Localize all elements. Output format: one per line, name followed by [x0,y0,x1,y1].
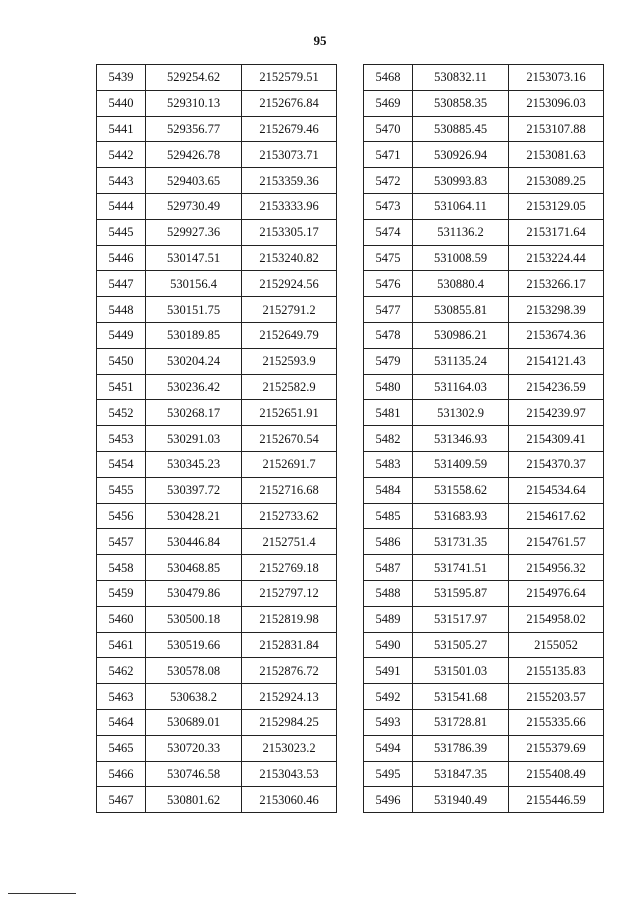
y-coordinate-cell: 2153043.53 [242,761,337,787]
table-row [364,142,604,168]
table-row [364,348,604,374]
point-number-cell: 5472 [364,168,413,194]
x-coordinate-cell: 531346.93 [413,426,509,452]
x-coordinate-cell: 530519.66 [146,632,242,658]
x-coordinate-cell: 531728.81 [413,709,509,735]
table-row [364,477,604,503]
point-number-cell: 5465 [97,735,146,761]
y-coordinate-cell: 2153171.64 [509,219,604,245]
x-coordinate-cell: 530638.2 [146,684,242,710]
point-number-cell: 5443 [97,168,146,194]
x-coordinate-cell: 530832.11 [413,65,509,91]
table-row [97,168,337,194]
table-row [97,245,337,271]
table-row [97,271,337,297]
y-coordinate-cell: 2153107.88 [509,116,604,142]
table-row [364,322,604,348]
x-coordinate-cell: 531940.49 [413,787,509,813]
y-coordinate-cell: 2153089.25 [509,168,604,194]
x-coordinate-cell: 529254.62 [146,65,242,91]
table-row [97,426,337,452]
point-number-cell: 5494 [364,735,413,761]
y-coordinate-cell: 2152751.4 [242,529,337,555]
y-coordinate-cell: 2152924.13 [242,684,337,710]
x-coordinate-cell: 530858.35 [413,90,509,116]
point-number-cell: 5488 [364,580,413,606]
table-row [364,245,604,271]
y-coordinate-cell: 2153224.44 [509,245,604,271]
y-coordinate-cell: 2154236.59 [509,374,604,400]
table-row [97,735,337,761]
table-row [97,787,337,813]
y-coordinate-cell: 2154534.64 [509,477,604,503]
y-coordinate-cell: 2153060.46 [242,787,337,813]
x-coordinate-cell: 531786.39 [413,735,509,761]
point-number-cell: 5485 [364,503,413,529]
x-coordinate-cell: 530291.03 [146,426,242,452]
y-coordinate-cell: 2152819.98 [242,606,337,632]
x-coordinate-cell: 530156.4 [146,271,242,297]
x-coordinate-cell: 530345.23 [146,451,242,477]
x-coordinate-cell: 530885.45 [413,116,509,142]
point-number-cell: 5470 [364,116,413,142]
x-coordinate-cell: 530986.21 [413,322,509,348]
table-row [97,90,337,116]
point-number-cell: 5450 [97,348,146,374]
y-coordinate-cell: 2152651.91 [242,400,337,426]
y-coordinate-cell: 2154121.43 [509,348,604,374]
x-coordinate-cell: 530689.01 [146,709,242,735]
table-row [364,632,604,658]
table-row [97,374,337,400]
point-number-cell: 5454 [97,451,146,477]
y-coordinate-cell: 2155379.69 [509,735,604,761]
y-coordinate-cell: 2152716.68 [242,477,337,503]
table-row [364,297,604,323]
point-number-cell: 5474 [364,219,413,245]
point-number-cell: 5484 [364,477,413,503]
point-number-cell: 5448 [97,297,146,323]
x-coordinate-cell: 530720.33 [146,735,242,761]
table-row [97,348,337,374]
table-row [364,580,604,606]
y-coordinate-cell: 2153096.03 [509,90,604,116]
x-coordinate-cell: 531683.93 [413,503,509,529]
point-number-cell: 5491 [364,658,413,684]
x-coordinate-cell: 531558.62 [413,477,509,503]
point-number-cell: 5468 [364,65,413,91]
x-coordinate-cell: 529403.65 [146,168,242,194]
y-coordinate-cell: 2152876.72 [242,658,337,684]
x-coordinate-cell: 530147.51 [146,245,242,271]
x-coordinate-cell: 530855.81 [413,297,509,323]
x-coordinate-cell: 530151.75 [146,297,242,323]
table-row [97,400,337,426]
x-coordinate-cell: 530926.94 [413,142,509,168]
point-number-cell: 5460 [97,606,146,632]
table-row [364,451,604,477]
x-coordinate-cell: 531595.87 [413,580,509,606]
point-number-cell: 5446 [97,245,146,271]
point-number-cell: 5466 [97,761,146,787]
y-coordinate-cell: 2153240.82 [242,245,337,271]
y-coordinate-cell: 2153674.36 [509,322,604,348]
y-coordinate-cell: 2152582.9 [242,374,337,400]
x-coordinate-cell: 530397.72 [146,477,242,503]
x-coordinate-cell: 530746.58 [146,761,242,787]
point-number-cell: 5492 [364,684,413,710]
table-row [364,709,604,735]
point-number-cell: 5481 [364,400,413,426]
point-number-cell: 5464 [97,709,146,735]
table-row [364,606,604,632]
x-coordinate-cell: 531541.68 [413,684,509,710]
table-row [97,477,337,503]
y-coordinate-cell: 2155052 [509,632,604,658]
table-row [97,116,337,142]
x-coordinate-cell: 529426.78 [146,142,242,168]
table-row [364,658,604,684]
x-coordinate-cell: 530578.08 [146,658,242,684]
table-row [364,529,604,555]
table-row [364,426,604,452]
table-row [364,761,604,787]
x-coordinate-cell: 531731.35 [413,529,509,555]
x-coordinate-cell: 531409.59 [413,451,509,477]
point-number-cell: 5452 [97,400,146,426]
table-row [364,684,604,710]
y-coordinate-cell: 2152679.46 [242,116,337,142]
x-coordinate-cell: 529730.49 [146,193,242,219]
point-number-cell: 5473 [364,193,413,219]
point-number-cell: 5483 [364,451,413,477]
point-number-cell: 5478 [364,322,413,348]
point-number-cell: 5477 [364,297,413,323]
y-coordinate-cell: 2153129.05 [509,193,604,219]
y-coordinate-cell: 2154958.02 [509,606,604,632]
point-number-cell: 5444 [97,193,146,219]
y-coordinate-cell: 2155335.66 [509,709,604,735]
x-coordinate-cell: 529310.13 [146,90,242,116]
table-row [364,735,604,761]
point-number-cell: 5451 [97,374,146,400]
point-number-cell: 5475 [364,245,413,271]
x-coordinate-cell: 531302.9 [413,400,509,426]
point-number-cell: 5462 [97,658,146,684]
table-row [97,503,337,529]
point-number-cell: 5489 [364,606,413,632]
table-row [364,374,604,400]
point-number-cell: 5496 [364,787,413,813]
y-coordinate-cell: 2152649.79 [242,322,337,348]
x-coordinate-cell: 531741.51 [413,555,509,581]
y-coordinate-cell: 2154617.62 [509,503,604,529]
y-coordinate-cell: 2153359.36 [242,168,337,194]
y-coordinate-cell: 2152791.2 [242,297,337,323]
table-row [364,193,604,219]
x-coordinate-cell: 530993.83 [413,168,509,194]
x-coordinate-cell: 530880.4 [413,271,509,297]
y-coordinate-cell: 2154761.57 [509,529,604,555]
table-row [97,451,337,477]
x-coordinate-cell: 530428.21 [146,503,242,529]
table-row [97,632,337,658]
table-row [97,142,337,168]
footnote-rule [8,893,76,894]
y-coordinate-cell: 2153073.16 [509,65,604,91]
table-row [364,219,604,245]
table-row [97,580,337,606]
point-number-cell: 5461 [97,632,146,658]
point-number-cell: 5467 [97,787,146,813]
x-coordinate-cell: 531505.27 [413,632,509,658]
x-coordinate-cell: 530468.85 [146,555,242,581]
table-row [364,116,604,142]
x-coordinate-cell: 529356.77 [146,116,242,142]
y-coordinate-cell: 2153298.39 [509,297,604,323]
table-row [97,658,337,684]
y-coordinate-cell: 2152924.56 [242,271,337,297]
y-coordinate-cell: 2153333.96 [242,193,337,219]
table-row [364,503,604,529]
y-coordinate-cell: 2152670.54 [242,426,337,452]
y-coordinate-cell: 2152831.84 [242,632,337,658]
x-coordinate-cell: 530236.42 [146,374,242,400]
point-number-cell: 5455 [97,477,146,503]
point-number-cell: 5449 [97,322,146,348]
point-number-cell: 5458 [97,555,146,581]
x-coordinate-cell: 530189.85 [146,322,242,348]
point-number-cell: 5482 [364,426,413,452]
point-number-cell: 5457 [97,529,146,555]
x-coordinate-cell: 530500.18 [146,606,242,632]
coordinates-table-left [96,64,337,813]
point-number-cell: 5486 [364,529,413,555]
point-number-cell: 5479 [364,348,413,374]
table-row [97,761,337,787]
point-number-cell: 5440 [97,90,146,116]
point-number-cell: 5442 [97,142,146,168]
coordinates-table-right [363,64,604,813]
table-row [97,709,337,735]
y-coordinate-cell: 2152984.25 [242,709,337,735]
point-number-cell: 5453 [97,426,146,452]
table-row [97,193,337,219]
y-coordinate-cell: 2152691.7 [242,451,337,477]
x-coordinate-cell: 530268.17 [146,400,242,426]
y-coordinate-cell: 2154976.64 [509,580,604,606]
x-coordinate-cell: 531064.11 [413,193,509,219]
point-number-cell: 5476 [364,271,413,297]
point-number-cell: 5471 [364,142,413,168]
y-coordinate-cell: 2154956.32 [509,555,604,581]
x-coordinate-cell: 529927.36 [146,219,242,245]
y-coordinate-cell: 2154239.97 [509,400,604,426]
point-number-cell: 5439 [97,65,146,91]
y-coordinate-cell: 2153081.63 [509,142,604,168]
point-number-cell: 5459 [97,580,146,606]
point-number-cell: 5445 [97,219,146,245]
table-row [97,322,337,348]
table-row [97,219,337,245]
y-coordinate-cell: 2152579.51 [242,65,337,91]
y-coordinate-cell: 2152733.62 [242,503,337,529]
table-row [364,555,604,581]
point-number-cell: 5463 [97,684,146,710]
x-coordinate-cell: 531164.03 [413,374,509,400]
y-coordinate-cell: 2154370.37 [509,451,604,477]
table-row [364,90,604,116]
x-coordinate-cell: 531135.24 [413,348,509,374]
y-coordinate-cell: 2155203.57 [509,684,604,710]
y-coordinate-cell: 2152593.9 [242,348,337,374]
table-row [97,65,337,91]
table-row [97,606,337,632]
y-coordinate-cell: 2153266.17 [509,271,604,297]
page-number: 95 [313,33,327,48]
y-coordinate-cell: 2153305.17 [242,219,337,245]
table-row [97,297,337,323]
table-row [364,65,604,91]
table-row [364,400,604,426]
table-row [364,787,604,813]
table-row [97,529,337,555]
point-number-cell: 5495 [364,761,413,787]
table-row [364,168,604,194]
y-coordinate-cell: 2155408.49 [509,761,604,787]
table-row [364,271,604,297]
x-coordinate-cell: 530801.62 [146,787,242,813]
y-coordinate-cell: 2153073.71 [242,142,337,168]
point-number-cell: 5490 [364,632,413,658]
y-coordinate-cell: 2154309.41 [509,426,604,452]
x-coordinate-cell: 531136.2 [413,219,509,245]
point-number-cell: 5447 [97,271,146,297]
point-number-cell: 5441 [97,116,146,142]
point-number-cell: 5493 [364,709,413,735]
x-coordinate-cell: 530446.84 [146,529,242,555]
y-coordinate-cell: 2152769.18 [242,555,337,581]
x-coordinate-cell: 530204.24 [146,348,242,374]
x-coordinate-cell: 531501.03 [413,658,509,684]
y-coordinate-cell: 2153023.2 [242,735,337,761]
y-coordinate-cell: 2152797.12 [242,580,337,606]
x-coordinate-cell: 531008.59 [413,245,509,271]
table-row [97,684,337,710]
x-coordinate-cell: 531847.35 [413,761,509,787]
y-coordinate-cell: 2155446.59 [509,787,604,813]
point-number-cell: 5469 [364,90,413,116]
x-coordinate-cell: 530479.86 [146,580,242,606]
table-row [97,555,337,581]
point-number-cell: 5480 [364,374,413,400]
point-number-cell: 5456 [97,503,146,529]
x-coordinate-cell: 531517.97 [413,606,509,632]
y-coordinate-cell: 2152676.84 [242,90,337,116]
point-number-cell: 5487 [364,555,413,581]
y-coordinate-cell: 2155135.83 [509,658,604,684]
